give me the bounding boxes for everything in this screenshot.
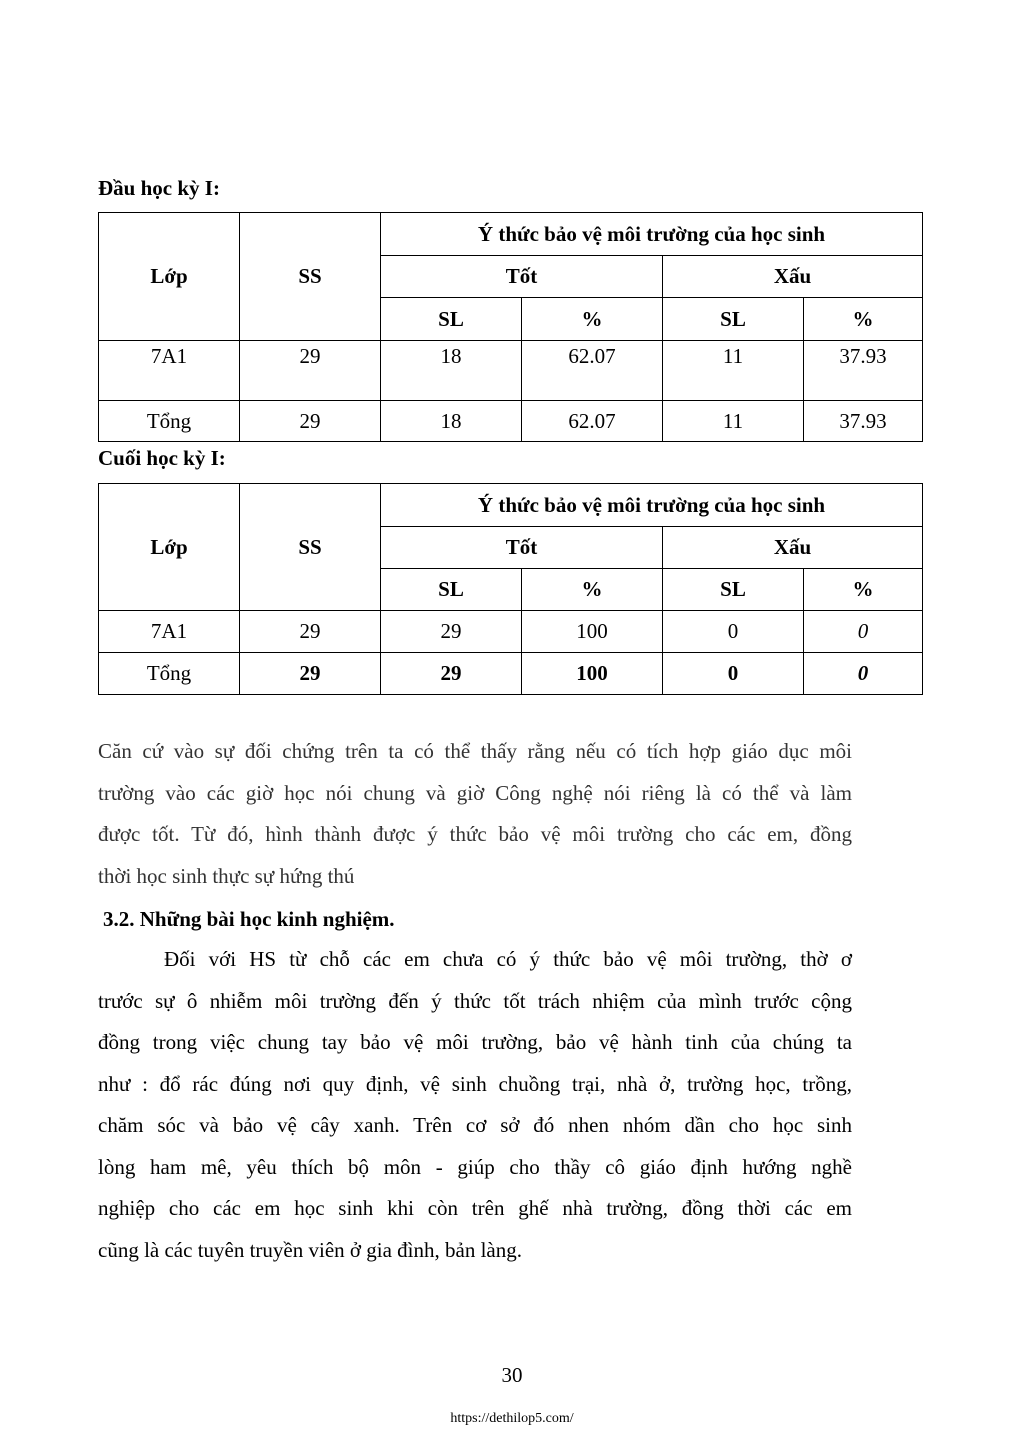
paragraph-line: chăm sóc và bảo vệ cây xanh. Trên cơ sở đó nhen nhóm dần cho học sinh xyxy=(98,1113,852,1137)
header-tot: Tốt xyxy=(381,527,663,569)
paragraph-line: trước sự ô nhiễm môi trường đến ý thức tốt trách nhiệm của mình trước cộng xyxy=(98,988,852,1013)
header-group: Ý thức bảo vệ môi trường của học sinh xyxy=(381,484,923,527)
cell-lop: 7A1 xyxy=(99,341,240,401)
header-lop: Lớp xyxy=(99,484,240,611)
header-group: Ý thức bảo vệ môi trường của học sinh xyxy=(381,213,923,256)
cell-tot-pct: 62.07 xyxy=(522,341,663,401)
page-number: 30 xyxy=(501,1363,523,1387)
cell-lop: 7A1 xyxy=(99,611,240,653)
header-lop: Lớp xyxy=(99,213,240,341)
section-heading-dau-hoc-ky: Đầu học kỳ I: xyxy=(98,176,220,200)
cell-ss: 29 xyxy=(240,401,381,442)
cell-tot-sl: 29 xyxy=(381,611,522,653)
header-tot-pct: % xyxy=(522,298,663,341)
section-heading-bai-hoc: 3.2. Những bài học kinh nghiệm. xyxy=(103,907,395,931)
header-tot-sl: SL xyxy=(381,569,522,611)
lessons-paragraph xyxy=(98,939,852,1271)
conclusion-paragraph xyxy=(98,731,852,897)
paragraph-line: như : đổ rác đúng nơi quy định, vệ sinh chuồng trại, nhà ở, trường học, trồng, xyxy=(98,1071,852,1096)
paragraph-line: lòng ham mê, yêu thích bộ môn - giúp cho thầy cô giáo định hướng nghề xyxy=(98,1154,852,1179)
section-heading-cuoi-hoc-ky: Cuối học kỳ I: xyxy=(98,446,226,470)
table-row xyxy=(99,341,923,401)
header-ss: SS xyxy=(240,213,381,341)
header-tot-pct: % xyxy=(522,569,663,611)
cell-xau-sl: 11 xyxy=(663,401,804,442)
header-tot: Tốt xyxy=(381,256,663,298)
paragraph-line: Căn cứ vào sự đối chứng trên ta có thể thấy rằng nếu có tích hợp giáo dục môi xyxy=(98,739,852,763)
cell-xau-pct: 37.93 xyxy=(804,341,923,401)
paragraph-line: đồng trong việc chung tay bảo vệ môi trường, bảo vệ hành tinh của chúng ta xyxy=(98,1030,852,1054)
cell-ss: 29 xyxy=(240,611,381,653)
header-tot-sl: SL xyxy=(381,298,522,341)
cell-xau-pct: 37.93 xyxy=(804,401,923,442)
header-xau-sl: SL xyxy=(663,298,804,341)
cell-xau-sl: 11 xyxy=(663,341,804,401)
paragraph-line: thời học sinh thực sự hứng thú xyxy=(98,863,355,888)
header-xau-sl: SL xyxy=(663,569,804,611)
cell-lop: Tổng xyxy=(99,401,240,442)
table-dau-hoc-ky xyxy=(98,212,923,442)
header-xau-pct: % xyxy=(804,298,923,341)
cell-tot-sl: 29 xyxy=(381,653,522,695)
cell-tot-sl: 18 xyxy=(381,341,522,401)
cell-ss: 29 xyxy=(240,341,381,401)
paragraph-line: được tốt. Từ đó, hình thành được ý thức bảo vệ môi trường cho các em, đồng xyxy=(98,822,852,846)
paragraph-line: trường vào các giờ học nói chung và giờ Công nghệ nói riêng là có thể và làm xyxy=(98,780,852,805)
paragraph-line: Đối với HS từ chỗ các em chưa có ý thức bảo vệ môi trường, thờ ơ xyxy=(164,947,852,971)
cell-xau-sl: 0 xyxy=(663,611,804,653)
cell-tot-sl: 18 xyxy=(381,401,522,442)
header-xau-pct: % xyxy=(804,569,923,611)
paragraph-line: nghiệp cho các em học sinh khi còn trên ghế nhà trường, đồng thời các em xyxy=(98,1196,852,1220)
header-xau: Xấu xyxy=(663,527,923,569)
footer-url: https://dethilop5.com/ xyxy=(450,1411,574,1426)
cell-xau-sl: 0 xyxy=(663,653,804,695)
cell-tot-pct: 100 xyxy=(522,611,663,653)
table-row-total xyxy=(99,653,923,695)
cell-xau-pct: 0 xyxy=(804,611,923,653)
table-row-total xyxy=(99,401,923,442)
cell-tot-pct: 62.07 xyxy=(522,401,663,442)
cell-ss: 29 xyxy=(240,653,381,695)
table-cuoi-hoc-ky xyxy=(98,483,923,695)
cell-tot-pct: 100 xyxy=(522,653,663,695)
paragraph-line: cũng là các tuyên truyền viên ở gia đình, bản làng. xyxy=(98,1237,522,1262)
table-row xyxy=(99,611,923,653)
header-ss: SS xyxy=(240,484,381,611)
cell-xau-pct: 0 xyxy=(804,653,923,695)
cell-lop: Tổng xyxy=(99,653,240,695)
header-xau: Xấu xyxy=(663,256,923,298)
